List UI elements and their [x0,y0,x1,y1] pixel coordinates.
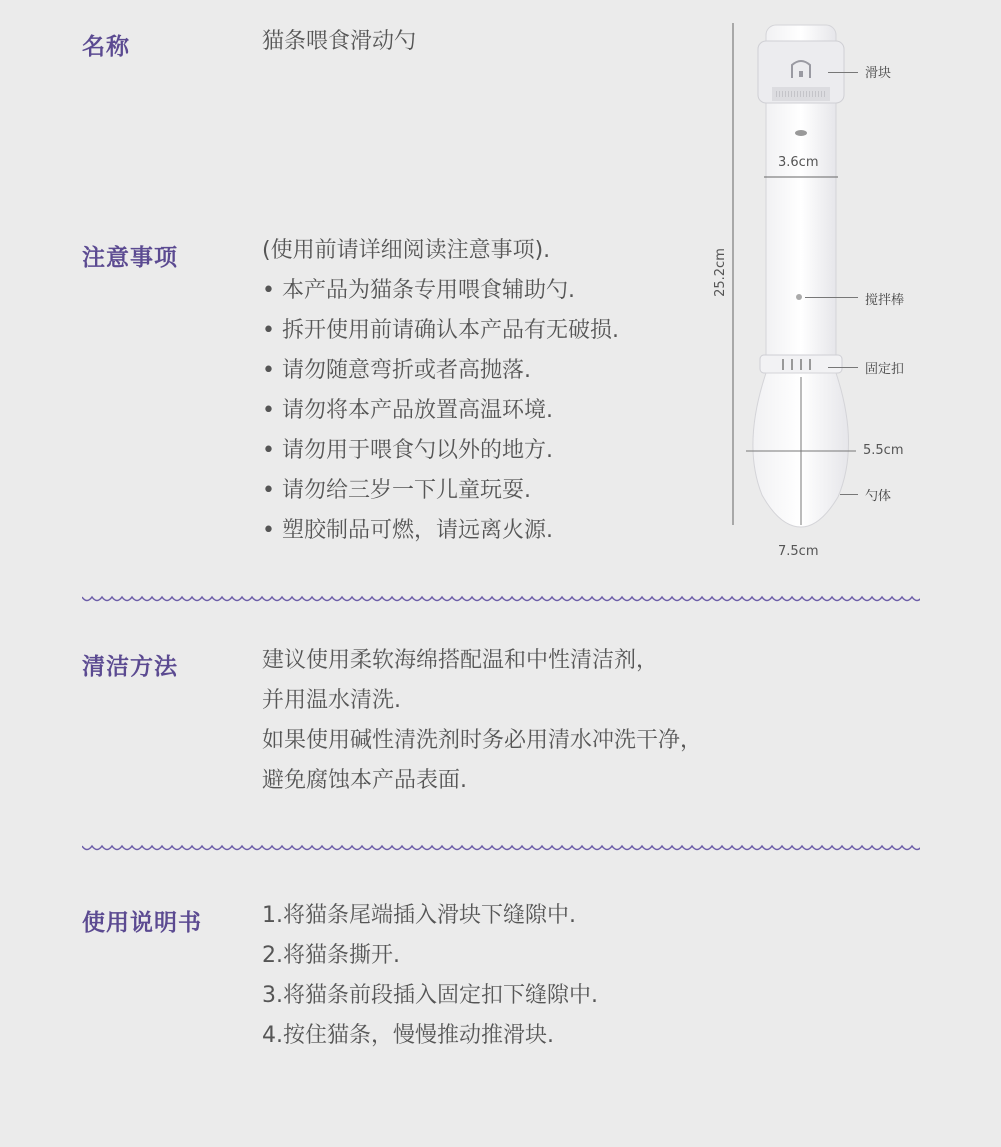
cleaning-line: 如果使用碱性清洗剂时务必用清水冲洗干净， [262,728,703,753]
notice-line: (使用前请详细阅读注意事项). [262,238,551,263]
notice-line: • 请勿将本产品放置高温环境. [262,398,553,423]
notice-list [262,231,619,551]
stirrer-label: 搅拌棒 [865,293,905,308]
height-dimension-label: 25.2cm [712,248,728,297]
manual-steps [262,896,598,1056]
cleaning-text [262,641,702,801]
manual-step: 3.将猫条前段插入固定扣下缝隙中. [262,983,598,1008]
stirrer-dot [796,294,802,300]
notice-line: • 拆开使用前请确认本产品有无破损. [262,318,619,343]
slider-label: 滑块 [865,66,892,81]
clip-label: 固定扣 [865,362,905,377]
cleaning-line: 建议使用柔软海绵搭配温和中性清洁剂， [262,648,659,673]
notice-line: • 本产品为猫条专用喂食辅助勺. [262,278,575,303]
cleaning-line: 并用温水清洗. [262,688,401,713]
manual-step: 2.将猫条撕开. [262,943,400,968]
notice-heading: 注意事项 [82,245,178,271]
notice-line: • 请勿用于喂食勺以外的地方. [262,438,553,463]
spoon-label: 勺体 [865,489,892,504]
cleaning-line: 避免腐蚀本产品表面. [262,768,467,793]
width-top-label: 3.6cm [778,155,819,170]
cleaning-heading: 清洁方法 [82,654,178,680]
name-heading: 名称 [82,34,130,60]
spoon-length-label: 7.5cm [778,544,819,559]
manual-heading: 使用说明书 [82,910,202,936]
product-name: 猫条喂食滑动勺 [262,29,417,54]
manual-step: 1.将猫条尾端插入滑块下缝隙中. [262,903,576,928]
wave-divider [82,842,920,854]
spoon-diagram [720,15,920,550]
notice-line: • 塑胶制品可燃，请远离火源. [262,518,553,543]
wave-divider [82,593,920,605]
notice-line: • 请勿随意弯折或者高抛落. [262,358,531,383]
spoon-width-label: 5.5cm [863,443,904,458]
manual-step: 4.按住猫条，慢慢推动推滑块. [262,1023,554,1048]
notice-line: • 请勿给三岁一下儿童玩耍. [262,478,531,503]
